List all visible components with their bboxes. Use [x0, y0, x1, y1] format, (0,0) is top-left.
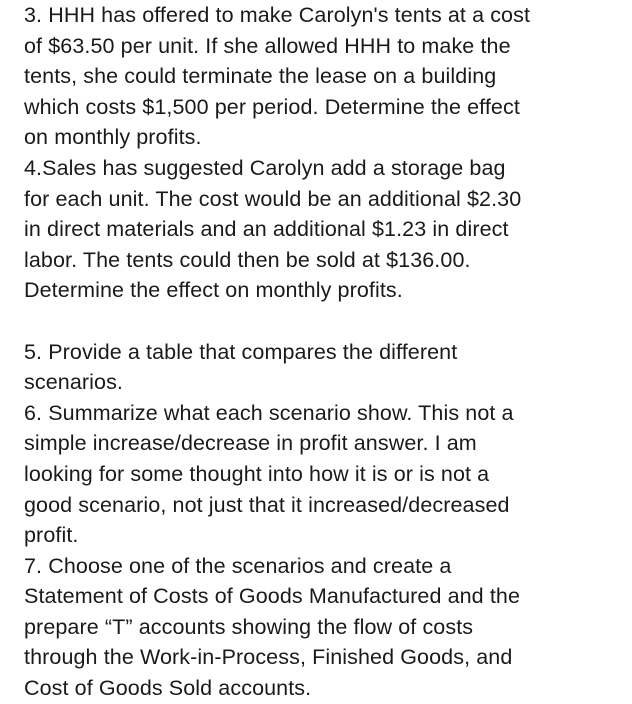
- text-line: simple increase/decrease in profit answer. I am: [24, 431, 477, 456]
- text-line: looking for some thought into how it is or is not a: [24, 461, 490, 486]
- text-line: 6. Summarize what each scenario show. This not a: [24, 400, 514, 425]
- text-line: prepare “T” accounts showing the flow of costs: [24, 614, 474, 639]
- text-line: which costs $1,500 per period. Determine the effect: [24, 94, 520, 119]
- text-line: scenarios.: [24, 370, 123, 395]
- text-line: tents, she could terminate the lease on a building: [24, 64, 497, 89]
- text-line: profit.: [24, 523, 79, 548]
- text-line: labor. The tents could then be sold at $136.00.: [24, 247, 471, 272]
- document-body: [24, 0, 624, 704]
- text-line: Statement of Costs of Goods Manufactured and the: [24, 584, 521, 609]
- text-line: of $63.50 per unit. If she allowed HHH to make the: [24, 33, 511, 58]
- text-line: good scenario, not just that it increased/decreased: [24, 492, 510, 517]
- text-line: Cost of Goods Sold accounts.: [24, 676, 312, 701]
- text-line: 5. Provide a table that compares the different: [24, 339, 458, 364]
- text-line: on monthly profits.: [24, 125, 202, 150]
- text-line: 4.Sales has suggested Carolyn add a storage bag: [24, 155, 506, 180]
- text-line: in direct materials and an additional $1.23 in direct: [24, 217, 509, 242]
- text-line: through the Work-in-Process, Finished Goods, and: [24, 645, 513, 670]
- text-line: 7. Choose one of the scenarios and create a: [24, 553, 452, 578]
- text-line: for each unit. The cost would be an additional $2.30: [24, 186, 522, 211]
- text-line: 3. HHH has offered to make Carolyn's tents at a cost: [24, 3, 531, 27]
- paragraph-spacer: [24, 306, 624, 337]
- text-line: Determine the effect on monthly profits.: [24, 278, 403, 303]
